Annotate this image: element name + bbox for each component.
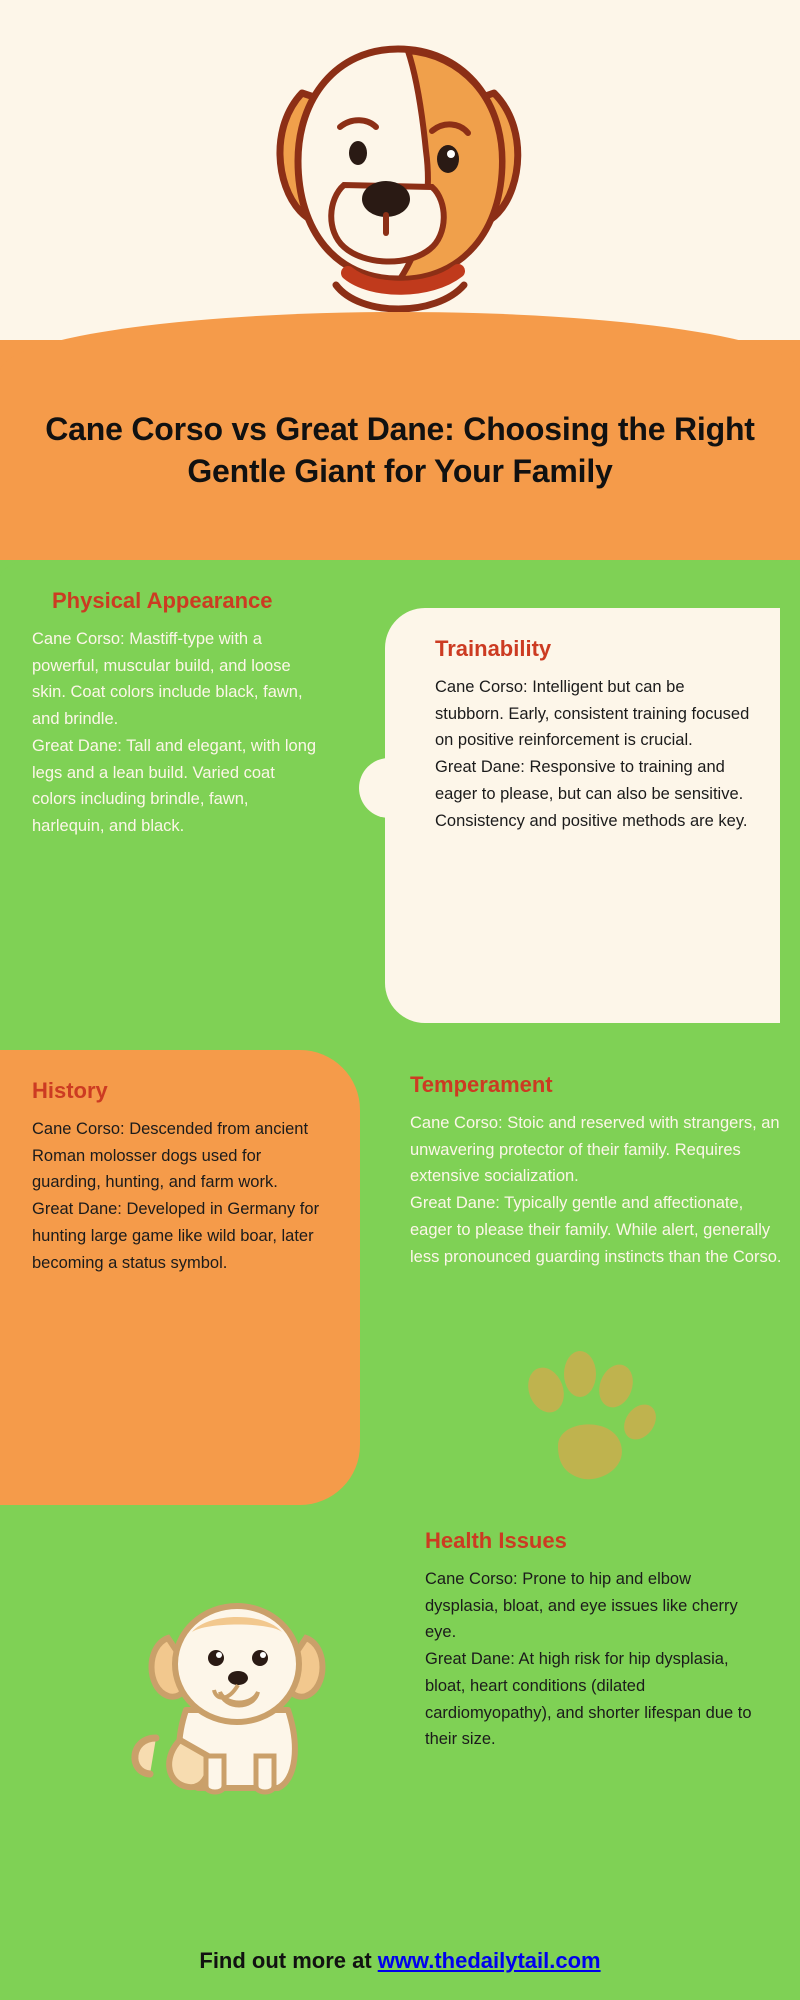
section-history [0, 1050, 360, 1505]
section-health-issues [425, 1528, 765, 1753]
footer [0, 1922, 800, 2000]
health-great-dane: Great Dane: At high risk for hip dysplasia, bloat, heart conditions (dilated cardiomyopathy), and shorter lifespan due to their size. [425, 1650, 752, 1749]
website-link[interactable]: www.thedailytail.com [377, 1948, 601, 1973]
section-heading-temperament: Temperament [410, 1072, 553, 1097]
section-body-physical [32, 626, 322, 840]
footer-prefix: Find out more at [199, 1948, 372, 1973]
sitting-puppy-icon [120, 1560, 350, 1810]
hero-illustration [0, 0, 800, 360]
section-trainability [385, 608, 780, 1023]
title-band [0, 340, 800, 560]
page-title: Cane Corso vs Great Dane: Choosing the Right Gentle Giant for Your Family [45, 410, 755, 489]
dog-head-icon [240, 35, 560, 325]
health-cane-corso: Cane Corso: Prone to hip and elbow dysplasia, bloat, and eye issues like cherry eye. [425, 1570, 738, 1642]
section-heading-history: History [32, 1078, 108, 1103]
paw-print-icon [510, 1350, 660, 1490]
section-body-trainability [435, 674, 750, 834]
section-physical-appearance [32, 588, 322, 840]
trainability-cane-corso: Cane Corso: Intelligent but can be stubborn. Early, consistent training focused on positive reinforcement is crucial. [435, 678, 750, 750]
trainability-great-dane: Great Dane: Responsive to training and eager to please, but can also be sensitive. Consistency and positive methods are key. [435, 758, 748, 830]
section-body-temperament [410, 1110, 785, 1270]
physical-great-dane: Great Dane: Tall and elegant, with long legs and a lean build. Varied coat colors including brindle, fawn, harlequin, and black. [32, 736, 317, 836]
history-cane-corso: Cane Corso: Descended from ancient Roman molosser dogs used for guarding, hunting, and farm work. [32, 1120, 309, 1192]
section-body-health [425, 1566, 765, 1753]
section-temperament [410, 1072, 785, 1270]
section-heading-health: Health Issues [425, 1528, 567, 1553]
temperament-cane-corso: Cane Corso: Stoic and reserved with strangers, an unwavering protector of their family. Requires extensive socialization. [410, 1114, 780, 1186]
history-great-dane: Great Dane: Developed in Germany for hunting large game like wild boar, later becoming a status symbol. [32, 1200, 320, 1272]
section-body-history [32, 1116, 320, 1276]
section-heading-trainability: Trainability [435, 636, 552, 661]
temperament-great-dane: Great Dane: Typically gentle and affectionate, eager to please their family. While alert, generally less pronounced guarding instincts than the Corso. [410, 1194, 782, 1266]
section-heading-physical: Physical Appearance [52, 588, 273, 613]
physical-cane-corso: Cane Corso: Mastiff-type with a powerful, muscular build, and loose skin. Coat colors include black, fawn, and brindle. [32, 630, 303, 729]
